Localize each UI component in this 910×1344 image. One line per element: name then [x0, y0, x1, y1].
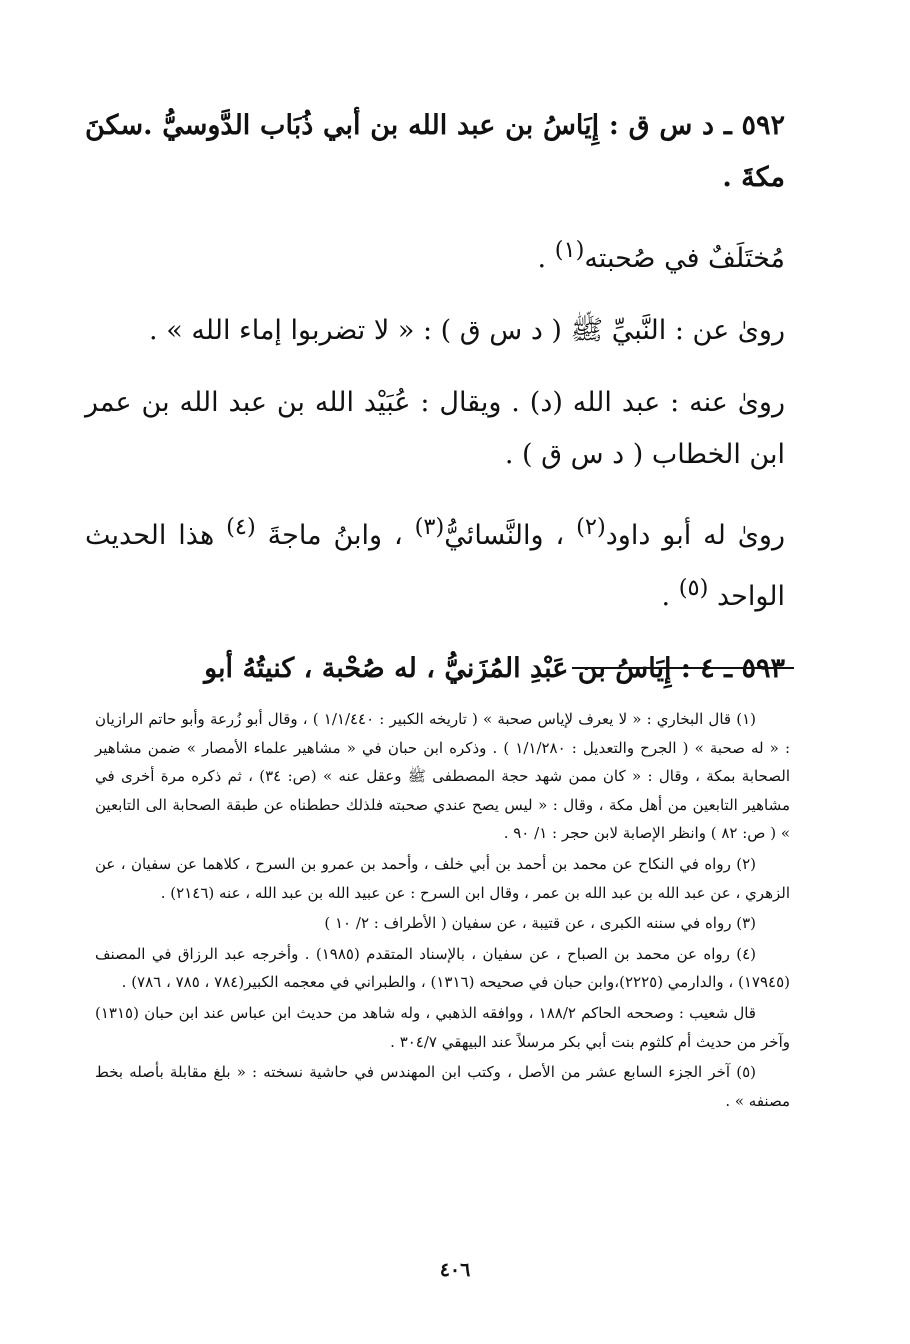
entry-593-heading: ٥٩٣ ـ ٤ : إِيَاسُ بن عَبْدِ المُزَنيُّ ، له صُحْبة ، كنيتُهُ أبو [204, 653, 785, 684]
footnote-ref-4: (٤) [226, 514, 256, 540]
footnotes [95, 705, 790, 1117]
page-number: ٤٠٦ [439, 1259, 471, 1281]
entry-592-narrators [85, 501, 785, 623]
footnote-ref-5: (٥) [678, 575, 709, 601]
narrators-a: روىٰ له أبو داود [605, 520, 785, 551]
footnote-2: (٢) رواه في النكاح عن محمد بن أحمد بن أبي خلف ، وأحمد بن عمرو بن السرح ، كلاهما عن سفيان ، عن الزهري ، عن عبد الله بن عبد الله بن عمر ، وقال ابن السرح : عن عبيد الله بن عبد الله ، عنه (٢١٤٦) . [95, 854, 790, 902]
entry-592-disputed [85, 224, 785, 285]
footnote-ref-2: (٢) [576, 514, 606, 540]
entry-592-narrated-from: روىٰ عن : النَّبيِّ ﷺ ( د س ق ) : « لا تضربوا إماء الله » . [149, 315, 785, 346]
disputed-text: مُختَلَفٌ في صُحبته [584, 243, 785, 274]
narrators-b: ، والنَّسائيُّ [444, 520, 577, 551]
narrators-c: ، وابنُ ماجةَ [255, 520, 415, 551]
narrators-d: هذا الحديث الواحد [85, 520, 785, 612]
footnote-1: (١) قال البخاري : « لا يعرف لإياس صحبة » ( تاريخه الكبير : ١/١/٤٤٠ ) ، وقال أبو زُرعة وأبو حاتم الرازيان : « له صحبة » ( الجرح والتعديل : ١/١/٢٨٠ ) . وذكره ابن حبان في « مشاهير علماء الأمصار » ضمن مشاهير الصحابة بمكة ، وقال : « كان ممن شهد حجة المصطفى ﷺ وعقل عنه » (ص: ٣٤) ، ثم ذكره مرة أخرى في مشاهير التابعين من أهل مكة ، وقال : « ليس يصح عندي صحبته فلذلك حططناه عن طبقة الصحابة الى التابعين » ( ص: ٨٢ ) وانظر الإصابة لابن حجر : ١/ ٩٠ . [95, 710, 790, 843]
entry-592-narrated-by: روىٰ عنه : عبد الله (د) . ويقال : عُبَيْد الله بن عبد الله بن عمر ابن الخطاب ( د س ق ) . [85, 387, 785, 470]
footnote-divider [572, 667, 794, 669]
footnote-4-comment: قال شعيب : وصححه الحاكم ١٨٨/٢ ، ووافقه الذهبي ، وله شاهد من حديث ابن عباس عند ابن حبان (١٣١٥) وآخر من حديث أم كلثوم بنت أبي بكر مرسلاً عند البيهقي ٣٠٤/٧ . [95, 1003, 790, 1051]
disputed-end: . [537, 243, 555, 274]
footnote-ref-3: (٣) [414, 514, 445, 540]
main-text [85, 100, 785, 715]
footnote-5: (٥) آخر الجزء السابع عشر من الأصل ، وكتب ابن المهندس في حاشية نسخته : « بلغ مقابلة بأصله بخط مصنفه » . [95, 1063, 790, 1110]
narrators-end: . [661, 581, 679, 612]
entry-592-heading: ٥٩٢ ـ د س ق : إِيَاسُ بن عبد الله بن أبي ذُبَاب الدَّوسيُّ .سكنَ مكةَ . [85, 110, 785, 193]
footnote-3: (٣) رواه في سننه الكبرى ، عن قتيبة ، عن سفيان ( الأطراف : ٢/ ١٠ ) [324, 914, 756, 933]
footnote-ref-1: (١) [554, 237, 585, 263]
footnote-4: (٤) رواه عن محمد بن الصباح ، عن سفيان ، بالإسناد المتقدم (١٩٨٥) . وأخرجه عبد الرزاق في المصنف (١٧٩٤٥) ، والدارمي (٢٢٢٥)،وابن حبان في صحيحه (١٣١٦) ، والطبراني في معجمه الكبير(٧٨٤ ، ٧٨٥ ، ٧٨٦) . [95, 944, 790, 992]
